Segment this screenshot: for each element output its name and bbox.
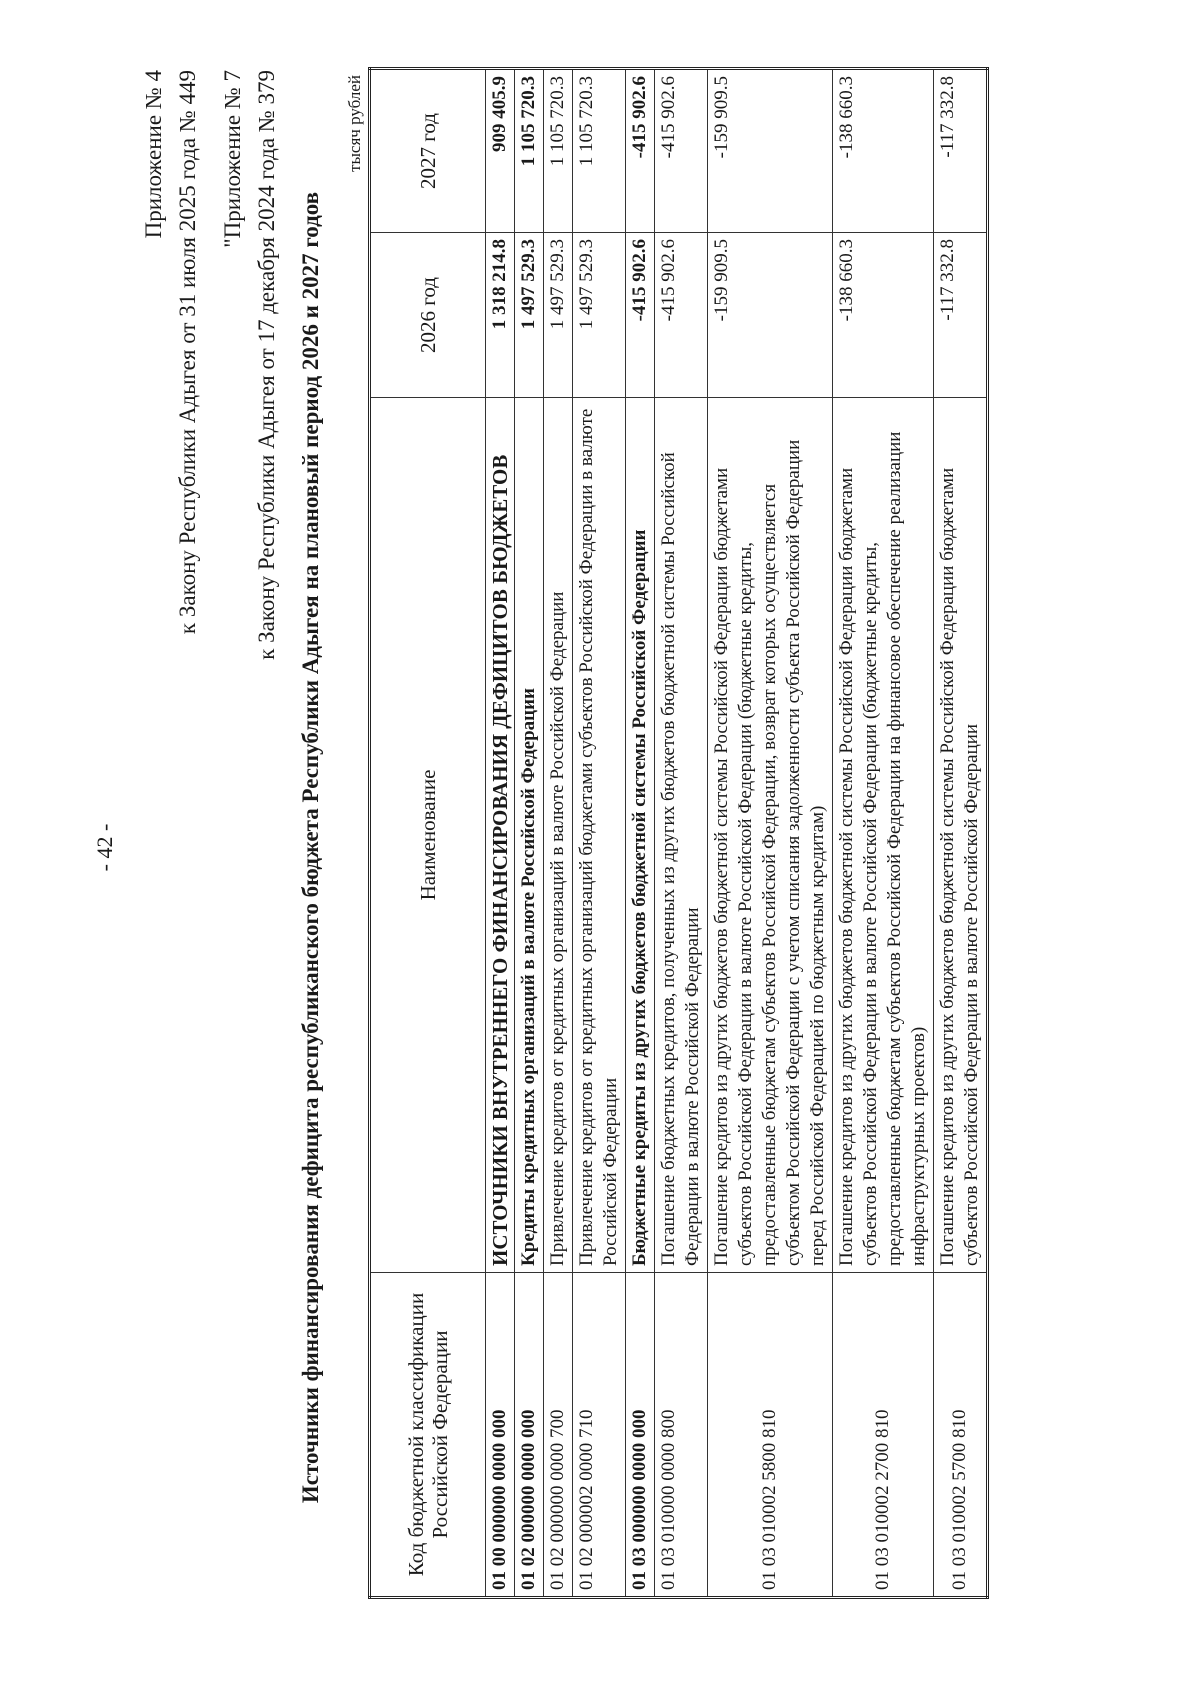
table-row	[486, 69, 515, 1598]
units-label: тысяч рублей	[345, 75, 364, 172]
row-name: Привлечение кредитов от кредитных организаций в валюте Российской Федерации	[544, 398, 573, 1273]
row-value-2027: -159 909.5	[708, 69, 833, 233]
row-name: Погашение кредитов из других бюджетов бюджетной системы Российской Федерации бюджетами субъектов Российской Федерации в валюте Российской Федерации	[934, 398, 988, 1273]
row-name: Бюджетные кредиты из других бюджетов бюджетной системы Российской Федерации	[626, 398, 655, 1273]
header-2027: 2027 год	[370, 69, 486, 233]
row-code: 01 02 000000 0000 700	[544, 1273, 573, 1598]
budget-sources-table	[368, 67, 989, 1599]
row-value-2026: -138 660.3	[833, 233, 934, 398]
row-value-2026: 1 497 529.3	[544, 233, 573, 398]
table-row	[573, 69, 626, 1598]
row-name: ИСТОЧНИКИ ВНУТРЕННЕГО ФИНАНСИРОВАНИЯ ДЕФИЦИТОВ БЮДЖЕТОВ	[486, 398, 515, 1273]
row-value-2027: 1 105 720.3	[573, 69, 626, 233]
row-name: Погашение кредитов из других бюджетов бюджетной системы Российской Федерации бюджетами субъектов Российской Федерации в валюте Российской Федерации (бюджетные кредиты, предоставленные бюджетам субъектов Российской Федерации, возврат которых осуществляется субъектом Российской Федерации с учетом списания задолженности субъекта Российской Федерации перед Российской Федерацией по бюджетным кредитам)	[708, 398, 833, 1273]
row-value-2026: 1 318 214.8	[486, 233, 515, 398]
header-2026: 2026 год	[370, 233, 486, 398]
appendix-current-number: Приложение № 4	[141, 70, 166, 239]
row-name: Привлечение кредитов от кредитных организаций бюджетами субъектов Российской Федерации в валюте Российской Федерации	[573, 398, 626, 1273]
row-name: Погашение бюджетных кредитов, полученных из других бюджетов бюджетной системы Российской Федерации в валюте Российской Федерации	[655, 398, 708, 1273]
row-value-2026: -415 902.6	[626, 233, 655, 398]
row-value-2026: 1 497 529.3	[515, 233, 544, 398]
header-code: Код бюджетной классификации Российской Федерации	[370, 1273, 486, 1598]
appendix-previous-law: к Закону Республики Адыгея от 17 декабря 2024 года № 379	[254, 70, 279, 660]
row-value-2026: 1 497 529.3	[573, 233, 626, 398]
row-value-2027: -117 332.8	[934, 69, 988, 233]
appendix-previous-number: "Приложение № 7	[220, 70, 245, 248]
table-row	[934, 69, 988, 1598]
row-value-2027: 1 105 720.3	[544, 69, 573, 233]
table-row	[544, 69, 573, 1598]
row-value-2027: -415 902.6	[626, 69, 655, 233]
header-name: Наименование	[370, 398, 486, 1273]
row-code: 01 03 010002 5800 810	[708, 1273, 833, 1598]
table-row	[626, 69, 655, 1598]
table-row	[833, 69, 934, 1598]
row-code: 01 03 010002 2700 810	[833, 1273, 934, 1598]
page-number: - 42 -	[92, 823, 117, 872]
table-row	[515, 69, 544, 1598]
row-value-2026: -159 909.5	[708, 233, 833, 398]
row-value-2027: -415 902.6	[655, 69, 708, 233]
row-value-2027: -138 660.3	[833, 69, 934, 233]
row-value-2026: -117 332.8	[934, 233, 988, 398]
row-value-2027: 909 405.9	[486, 69, 515, 233]
row-name: Погашение кредитов из других бюджетов бюджетной системы Российской Федерации бюджетами субъектов Российской Федерации в валюте Российской Федерации (бюджетные кредиты, предоставленные бюджетам субъектов Российской Федерации на финансовое обеспечение реализации инфраструктурных проектов)	[833, 398, 934, 1273]
row-value-2026: -415 902.6	[655, 233, 708, 398]
row-code: 01 03 010002 5700 810	[934, 1273, 988, 1598]
row-code: 01 03 010000 0000 800	[655, 1273, 708, 1598]
table-row	[708, 69, 833, 1598]
row-code: 01 02 000002 0000 710	[573, 1273, 626, 1598]
row-code: 01 00 000000 0000 000	[486, 1273, 515, 1598]
row-value-2027: 1 105 720.3	[515, 69, 544, 233]
table-header-row	[370, 69, 486, 1598]
row-name: Кредиты кредитных организаций в валюте Российской Федерации	[515, 398, 544, 1273]
table-row	[655, 69, 708, 1598]
row-code: 01 02 000000 0000 000	[515, 1273, 544, 1598]
appendix-current-law: к Закону Республики Адыгея от 31 июля 2025 года № 449	[175, 70, 200, 635]
row-code: 01 03 000000 0000 000	[626, 1273, 655, 1598]
appendix-current-header	[137, 70, 205, 634]
appendix-previous-header	[216, 70, 284, 660]
document-title: Источники финансирования дефицита республиканского бюджета Республики Адыгея на плановый период 2026 и 2027 годов	[298, 191, 323, 1504]
